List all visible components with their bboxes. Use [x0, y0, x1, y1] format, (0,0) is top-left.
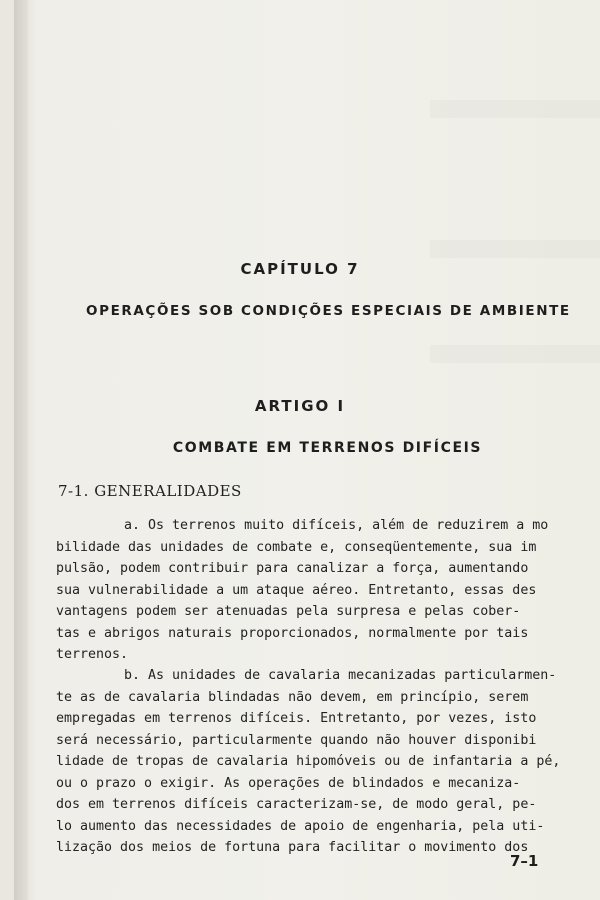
paragraph-line: sua vulnerabilidade a um ataque aéreo. Entretanto, essas des: [56, 582, 537, 598]
paragraph-line: ou o prazo o exigir. As operações de blindados e mecaniza-: [56, 775, 521, 791]
paragraph-line: a. Os terrenos muito difíceis, além de reduzirem a mo: [124, 518, 549, 533]
paragraph-line: pulsão, podem contribuir para canalizar a força, aumentando: [56, 561, 529, 576]
paragraph-line: dos em terrenos difíceis caracterizam-se, de modo geral, pe-: [56, 797, 537, 812]
show-through-text: [430, 240, 600, 258]
paragraph-line: vantagens podem ser atenuadas pela surpresa e pelas cober-: [56, 604, 521, 619]
paragraph-line: bilidade das unidades de combate e, conseqüentemente, sua im: [56, 539, 537, 555]
show-through-text: [430, 100, 600, 118]
chapter-title: CAPÍTULO 7: [240, 260, 360, 278]
page-number: 7–1: [510, 852, 539, 870]
paragraph-line: terrenos.: [56, 647, 129, 662]
chapter-subtitle: OPERAÇÕES SOB CONDIÇÕES ESPECIAIS DE AMBIENTE: [86, 303, 571, 319]
paragraph-line: empregadas em terrenos difíceis. Entretanto, por vezes, isto: [56, 711, 537, 726]
paragraph-line: lo aumento das necessidades de apoio de engenharia, pela uti-: [56, 818, 545, 834]
paragraph-line: lização dos meios de fortuna para facilitar o movimento dos: [56, 840, 529, 855]
paragraph-b: [56, 665, 562, 859]
section-title: COMBATE EM TERRENOS DIFÍCEIS: [172, 440, 483, 456]
article-title: ARTIGO I: [254, 397, 346, 415]
subsection-heading: 7-1. GENERALIDADES: [58, 482, 242, 500]
paragraph-line: te as de cavalaria blindadas não devem, em princípio, serem: [56, 689, 529, 705]
paragraph-line: b. As unidades de cavalaria mecanizadas particularmen-: [124, 668, 557, 683]
paragraph-line: será necessário, particularmente quando não houver disponibi: [56, 732, 537, 748]
paragraph-a: [56, 515, 562, 666]
paragraph-line: tas e abrigos naturais proporcionados, normalmente por tais: [56, 625, 529, 641]
paragraph-line: lidade de tropas de cavalaria hipomóveis ou de infantaria a pé,: [56, 754, 561, 769]
show-through-text: [430, 345, 600, 363]
